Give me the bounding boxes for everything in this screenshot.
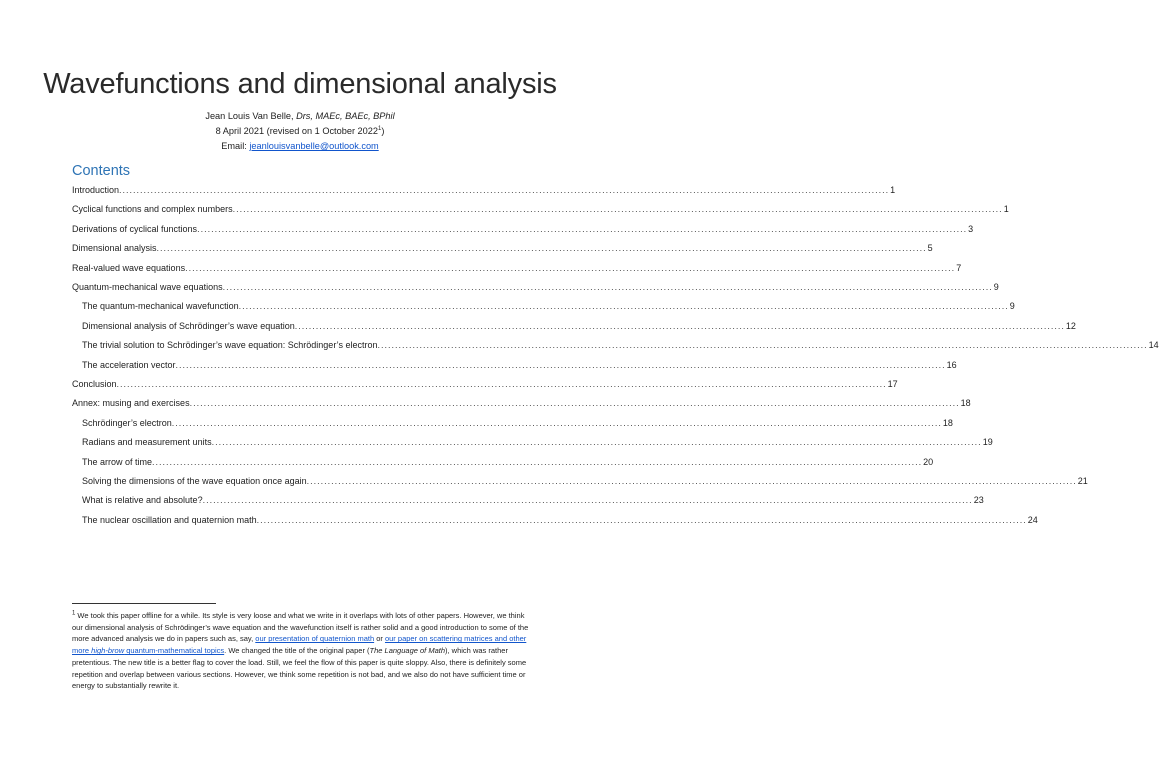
footnote-text: . We changed the title of the original paper ( bbox=[224, 646, 370, 656]
toc-leader-dots: ............................................................................................................................................................................................................................ bbox=[211, 437, 982, 448]
toc-leader-dots: ............................................................................................................................................................................................................................ bbox=[306, 476, 1077, 486]
date-text: 8 April 2021 (revised on 1 October 2022 bbox=[215, 126, 378, 136]
author-degrees: Drs, MAEc, BAEc, BPhil bbox=[296, 111, 395, 121]
toc-entry-page: 18 bbox=[942, 417, 953, 428]
toc-entry[interactable] bbox=[82, 494, 984, 506]
toc-entry-label: Introduction bbox=[72, 185, 120, 195]
toc-entry-label: The quantum-mechanical wavefunction bbox=[82, 301, 239, 312]
toc-leader-dots: ............................................................................................................................................................................................................................ bbox=[256, 514, 1027, 525]
footnote-text: ), which was rather pretentious. The new title is a better flag to cover the load. Still, we feel the flow of this paper is quite sloppy. Also, there is definitely some repetition and overlap between various sections. However, we think some repetition is not bad, and we also do not have sufficient time or energy to substantially rewrite it. bbox=[72, 646, 527, 691]
toc-entry-page: 9 bbox=[1009, 301, 1015, 312]
toc-leader-dots: ............................................................................................................................................................................................................................ bbox=[202, 495, 973, 506]
toc-leader-dots: ............................................................................................................................................................................................................................ bbox=[197, 223, 968, 234]
email-link[interactable]: jeanlouisvanbelle@outlook.com bbox=[249, 141, 379, 151]
toc-entry[interactable] bbox=[82, 300, 1015, 312]
toc-entry-label: What is relative and absolute? bbox=[82, 495, 203, 506]
contents-heading: Contents bbox=[72, 163, 131, 179]
link-text-italic: high-brow bbox=[91, 646, 125, 656]
toc-entry-label: Quantum-mechanical wave equations bbox=[72, 282, 223, 292]
toc-leader-dots: ............................................................................................................................................................................................................................ bbox=[189, 398, 960, 409]
toc-entry-page: 3 bbox=[968, 223, 974, 234]
toc-entry[interactable] bbox=[72, 184, 896, 196]
toc-entry-page: 1 bbox=[1003, 204, 1009, 215]
toc-leader-dots: ............................................................................................................................................................................................................................ bbox=[377, 340, 1148, 351]
toc-entry[interactable] bbox=[72, 203, 1009, 215]
toc-entry[interactable] bbox=[72, 262, 962, 274]
toc-entry[interactable] bbox=[82, 436, 993, 448]
link-text: quantum-mathematical topics bbox=[124, 646, 225, 656]
document-title: Wavefunctions and dimensional analysis bbox=[43, 68, 557, 100]
original-title: The Language of Math bbox=[369, 646, 446, 656]
toc-entry-page: 1 bbox=[890, 185, 896, 195]
toc-leader-dots: ............................................................................................................................................................................................................................ bbox=[175, 359, 946, 370]
toc-entry[interactable] bbox=[82, 514, 1038, 526]
toc-entry-page: 14 bbox=[1148, 340, 1159, 351]
toc-entry-label: Conclusion bbox=[72, 379, 117, 389]
footnote bbox=[72, 610, 534, 692]
toc-entry-page: 19 bbox=[982, 437, 993, 448]
footnote-text: or bbox=[374, 634, 385, 644]
toc-entry-page: 17 bbox=[887, 379, 898, 389]
toc-entry-label: Radians and measurement units bbox=[82, 437, 212, 448]
toc-entry-page: 9 bbox=[993, 282, 999, 292]
toc-entry-label: Solving the dimensions of the wave equation once again bbox=[82, 476, 307, 486]
link-text: our paper on scattering matrices and other more bbox=[72, 634, 527, 656]
toc-entry[interactable] bbox=[82, 359, 957, 371]
toc-entry-page: 20 bbox=[923, 456, 934, 467]
toc-entry[interactable] bbox=[82, 320, 1076, 332]
toc-entry-label: Schrödinger’s electron bbox=[82, 417, 172, 428]
toc-entry[interactable] bbox=[82, 339, 1159, 351]
toc-entry-page: 16 bbox=[946, 359, 957, 370]
toc-leader-dots: ............................................................................................................................................................................................................................ bbox=[222, 282, 993, 292]
author-line bbox=[0, 111, 600, 121]
footnote-marker: 1 bbox=[72, 610, 76, 617]
toc-entry-label: Annex: musing and exercises bbox=[72, 398, 190, 409]
date-close: ) bbox=[381, 126, 385, 136]
toc-entry-label: The acceleration vector bbox=[82, 359, 176, 370]
toc-leader-dots: ............................................................................................................................................................................................................................ bbox=[238, 301, 1009, 312]
toc-leader-dots: ............................................................................................................................................................................................................................ bbox=[294, 320, 1065, 331]
toc-entry-page: 18 bbox=[960, 398, 971, 409]
toc-leader-dots: ............................................................................................................................................................................................................................ bbox=[171, 417, 942, 428]
toc-leader-dots: ............................................................................................................................................................................................................................ bbox=[152, 456, 923, 467]
toc-entry-page: 7 bbox=[956, 262, 962, 273]
toc-entry-label: Dimensional analysis of Schrödinger’s wave equation bbox=[82, 320, 295, 331]
toc-entry[interactable] bbox=[82, 475, 1088, 487]
toc-entry[interactable] bbox=[72, 281, 999, 293]
toc-entry-label: The trivial solution to Schrödinger’s wave equation: Schrödinger’s electron bbox=[82, 340, 378, 351]
toc-entry-page: 21 bbox=[1077, 476, 1088, 486]
toc-entry-label: Dimensional analysis bbox=[72, 243, 157, 254]
toc-entry[interactable] bbox=[72, 223, 974, 235]
toc-entry[interactable] bbox=[82, 456, 934, 468]
toc-leader-dots: ............................................................................................................................................................................................................................ bbox=[119, 185, 890, 195]
toc-entry[interactable] bbox=[72, 378, 898, 390]
toc-leader-dots: ............................................................................................................................................................................................................................ bbox=[185, 262, 956, 273]
toc-entry-label: The nuclear oscillation and quaternion math bbox=[82, 514, 257, 525]
toc-leader-dots: ............................................................................................................................................................................................................................ bbox=[156, 243, 927, 254]
toc-leader-dots: ............................................................................................................................................................................................................................ bbox=[116, 379, 887, 389]
toc-entry-label: Real-valued wave equations bbox=[72, 262, 186, 273]
toc-entry-label: The arrow of time bbox=[82, 456, 153, 467]
link-quaternion-math[interactable]: our presentation of quaternion math bbox=[255, 634, 375, 644]
footnote-divider bbox=[72, 603, 216, 604]
toc-entry-page: 5 bbox=[927, 243, 933, 254]
footnote-text: We took this paper offline for a while. Its style is very loose and what we write in it overlaps with lots of other papers. However, we think our dimensional analysis of Schrödinger’s wave equation and the wavefunction itself is rather solid and a good introduction to some of the more advanced analysis we do in papers such as, say, bbox=[72, 611, 529, 644]
footnote-ref[interactable]: 1 bbox=[378, 125, 382, 132]
author-name: Jean Louis Van Belle, bbox=[205, 111, 297, 121]
toc-entry[interactable] bbox=[82, 417, 953, 429]
toc-entry-page: 23 bbox=[973, 495, 984, 506]
date-line bbox=[0, 126, 600, 136]
email-label: Email: bbox=[221, 141, 250, 151]
toc-entry[interactable] bbox=[72, 242, 933, 254]
toc-entry-label: Cyclical functions and complex numbers bbox=[72, 204, 233, 215]
email-line bbox=[0, 141, 600, 151]
toc-entry-label: Derivations of cyclical functions bbox=[72, 223, 198, 234]
toc-entry[interactable] bbox=[72, 397, 971, 409]
toc-leader-dots: ............................................................................................................................................................................................................................ bbox=[232, 204, 1003, 215]
toc-entry-page: 24 bbox=[1027, 514, 1038, 525]
toc-entry-page: 12 bbox=[1065, 320, 1076, 331]
